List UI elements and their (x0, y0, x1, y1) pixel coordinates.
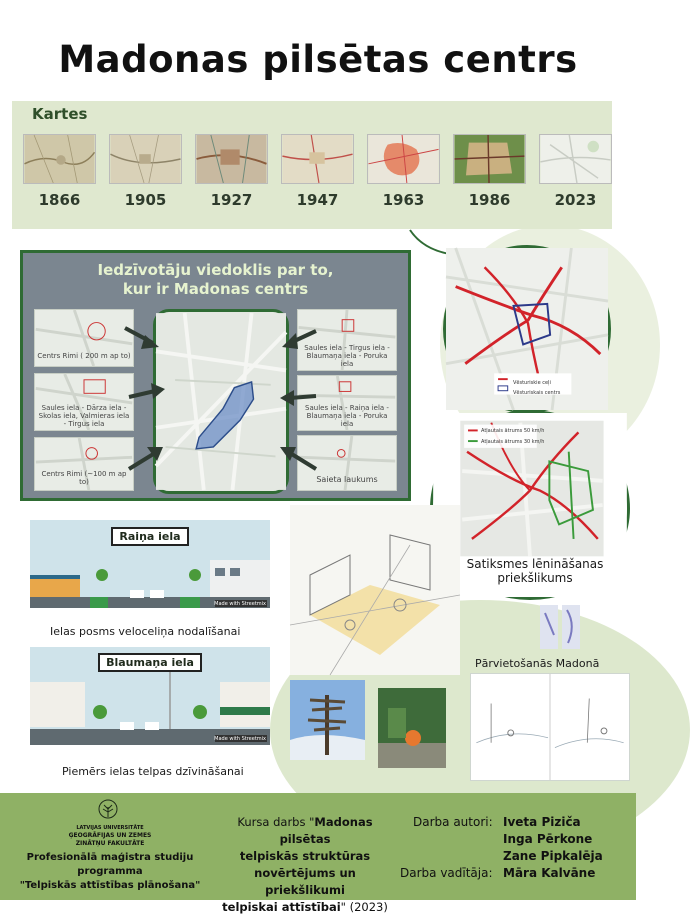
parklet-photo (378, 688, 446, 768)
university-line2: ĢEOGRĀFIJAS UN ZEMES (68, 832, 152, 839)
university-line1: LATVIJAS UNIVERSITĀTE (76, 825, 144, 831)
map-thumb-1947[interactable] (281, 134, 354, 184)
opinion-label-3: Centrs Rimi (~100 m ap to) (41, 470, 127, 486)
map-year-1905: 1905 (124, 191, 167, 209)
course-line3 (215, 865, 395, 899)
residents-title (23, 261, 408, 299)
arrow-icon (278, 443, 318, 473)
course-line1 (215, 814, 395, 848)
map-thumb-2023[interactable] (539, 134, 612, 184)
historic-legend-roads: Vēsturiskie ceļi (513, 380, 551, 386)
movement-sketchbook (470, 673, 630, 781)
residents-opinion-panel (20, 250, 411, 501)
map-year-1866: 1866 (38, 191, 81, 209)
author-2: Inga Pērkone (503, 832, 593, 846)
arrow-icon (278, 388, 318, 408)
streetmix-brand-2: Made with Streetmix (214, 736, 266, 742)
opinion-label-5: Saules iela - Raiņa iela - Blaumaņa iela - Poruka iela (305, 404, 389, 428)
course-suffix: " (2023) (340, 900, 388, 914)
author-3: Zane Pipkalēja (503, 849, 603, 863)
map-thumb-1986[interactable] (453, 134, 526, 184)
center-consensus-map[interactable] (153, 309, 289, 494)
page-title: Madonas pilsētas centrs (58, 38, 578, 81)
course-prefix: Kursa darbs " (237, 815, 315, 829)
streetmix-brand-1: Made with Streetmix (214, 601, 266, 607)
arrow-icon (127, 443, 167, 473)
opinion-label-6: Saieta laukums (316, 475, 378, 484)
movement-caption: Pārvietošanās Madonā (475, 657, 600, 670)
course-title-2: telpiskās struktūras (239, 849, 371, 863)
street-name-raina: Raiņa iela (111, 527, 188, 546)
opinion-label-1: Centrs Rimi ( 200 m ap to) (37, 352, 131, 360)
traffic-legend-30: Atļautais ātrums 30 km/h (481, 439, 545, 445)
street-section-blaumana (30, 647, 270, 745)
course-title-3: novērtējums un priekšlikumi (254, 866, 356, 897)
course-title-4: telpiskai attīstībai (222, 900, 341, 914)
university-name (40, 824, 180, 848)
course-line2 (215, 848, 395, 865)
residents-title-line1: Iedzīvotāju viedoklis par to, (97, 261, 334, 279)
supervisor-label: Darba vadītāja: (400, 866, 493, 880)
historic-roads-map[interactable] (443, 245, 611, 413)
maps-panel (12, 101, 612, 229)
map-year-2023: 2023 (554, 191, 597, 209)
program-line3: "Telpiskās attīstības plānošana" (19, 880, 201, 891)
arrow-icon (123, 323, 163, 353)
signpost-photo (290, 680, 365, 760)
map-thumb-1927[interactable] (195, 134, 268, 184)
traffic-caption-line2: priekšlikums (497, 571, 573, 585)
footer (0, 793, 636, 914)
university-logo-icon (98, 799, 118, 821)
maps-heading: Kartes (32, 105, 88, 123)
opinion-label-4: Saules iela - Tirgus iela - Blaumaņa iela - Poruka iela (304, 344, 390, 368)
authors-label: Darba autori: (413, 815, 493, 829)
supervisor-name: Māra Kalvāne (503, 866, 596, 880)
map-thumb-1905[interactable] (109, 134, 182, 184)
map-thumb-1963[interactable] (367, 134, 440, 184)
traffic-legend-50: Atļautais ātrums 50 km/h (481, 428, 545, 434)
opinion-map-2 (34, 373, 134, 431)
course-title-1: Madonas pilsētas (279, 815, 373, 846)
map-year-1963: 1963 (382, 191, 425, 209)
program-line2: programma (77, 866, 143, 877)
map-year-1947: 1947 (296, 191, 339, 209)
residents-title-line2: kur ir Madonas centrs (122, 280, 309, 298)
map-thumb-1866[interactable] (23, 134, 96, 184)
movement-icon (540, 605, 580, 649)
street-caption-2: Piemērs ielas telpas dzīvināšanai (62, 765, 244, 778)
arrow-icon (127, 383, 167, 403)
traffic-caption-line1: Satiksmes lēnināšanas (466, 557, 604, 571)
course-line4 (215, 899, 395, 916)
map-year-1927: 1927 (210, 191, 253, 209)
author-1: Iveta Piziča (503, 815, 581, 829)
traffic-caption (455, 557, 615, 585)
street-section-raina (30, 520, 270, 608)
arrow-icon (278, 323, 318, 353)
street-name-blaumana: Blaumaņa iela (98, 653, 202, 672)
opinion-map-1 (34, 309, 134, 367)
historic-legend-center: Vēsturiskais centrs (513, 390, 561, 396)
street-label-blaumana (30, 651, 270, 672)
street-sketch-circle (290, 505, 460, 675)
opinion-map-3 (34, 437, 134, 491)
street-label-raina (30, 525, 270, 546)
map-year-1986: 1986 (468, 191, 511, 209)
opinion-label-2: Saules iela - Dārza iela - Skolas iela, Valmieras iela - Tirgus iela (38, 404, 130, 428)
university-line3: ZINĀTŅU FAKULTĀTE (75, 840, 145, 847)
program-line1: Profesionālā maģistra studiju (26, 852, 194, 863)
program-name (5, 851, 215, 893)
course-work (215, 814, 395, 916)
street-caption-1: Ielas posms veloceliņa nodalīšanai (50, 625, 241, 638)
